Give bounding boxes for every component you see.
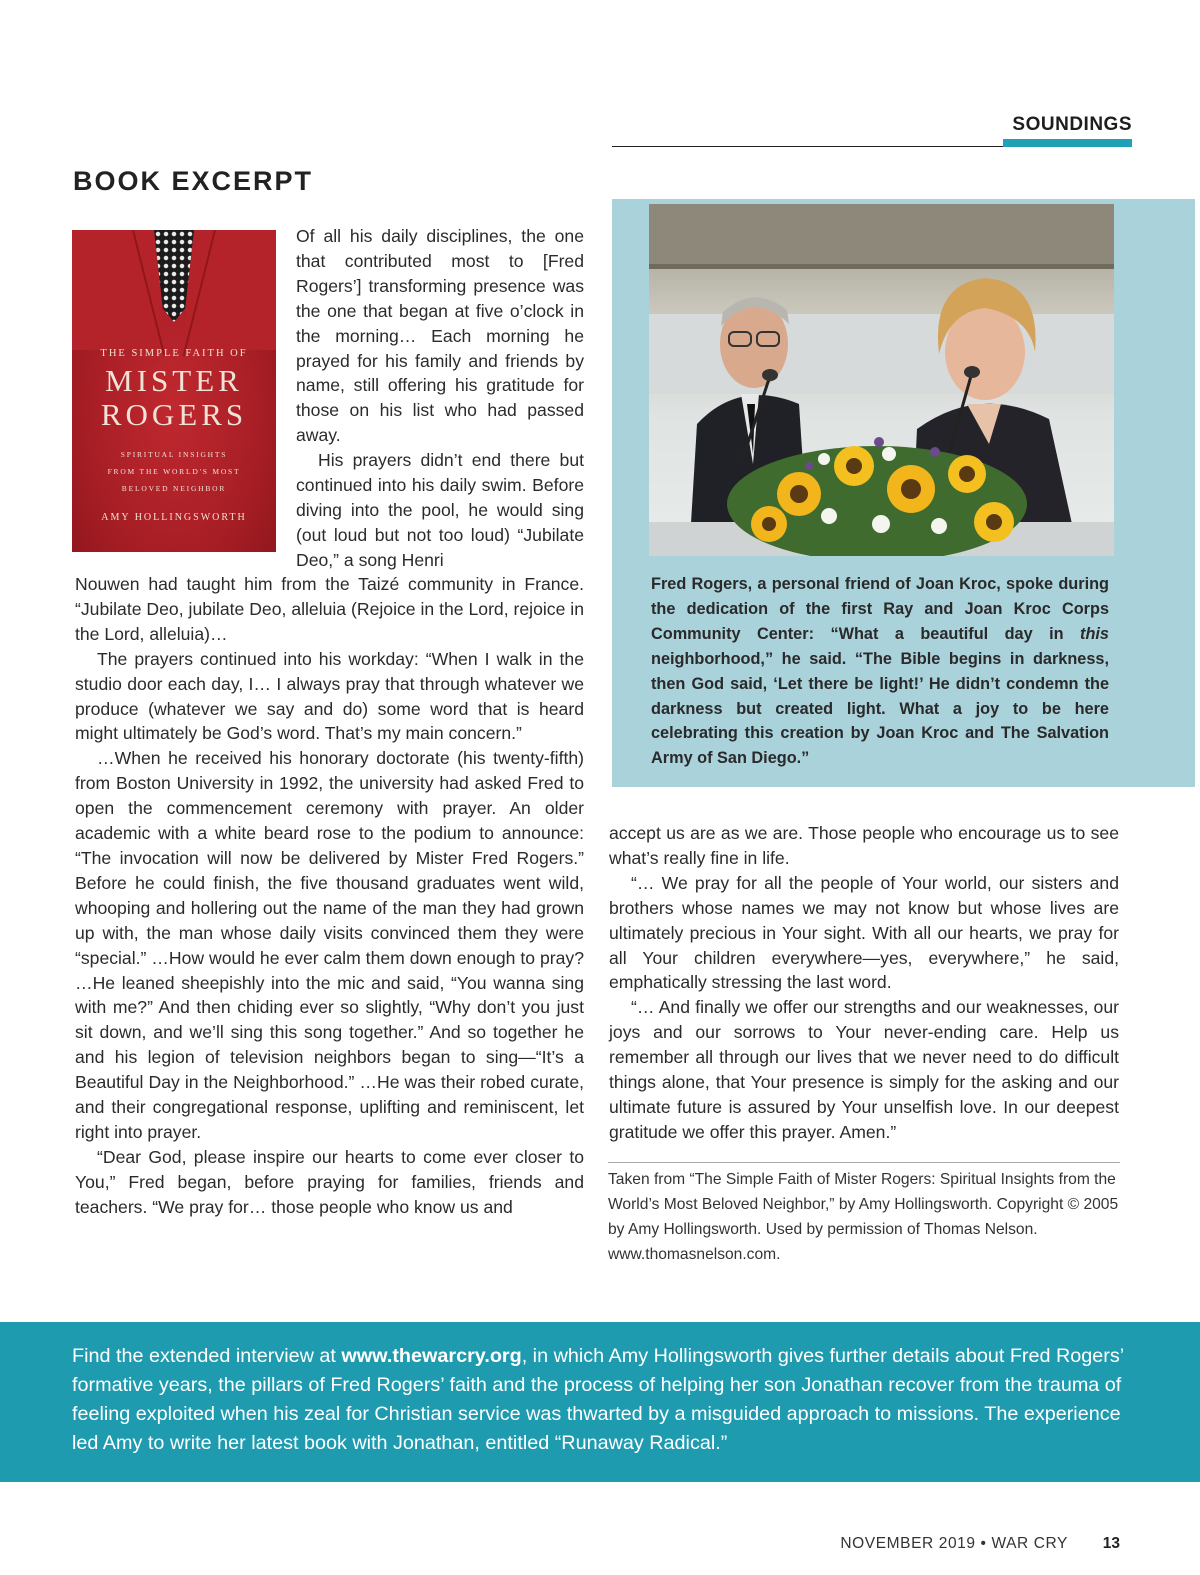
caption-part-b: neighborhood,” he said. “The Bible begins in darkness, then God said, ‘Let there be light!’ He didn’t condemn the darkness but created light. What a joy to be here celebrating this creation by Joan Kroc and The Salvation Army of San Diego.” <box>651 649 1109 768</box>
article-paragraph-5b: accept us are as we are. Those people who encourage us to see what’s really fine in life. <box>609 823 1119 868</box>
cover-title-line2: MISTER <box>105 363 243 398</box>
promo-text-b: , in which Amy Hollingsworth gives further details about Fred Rogers’ formative years, the pillars of Fred Rogers’ faith and the process of helping her son Jonathan recover from the trauma of feeling exploited when his zeal for Christian service was thwarted by a misguided approach to missions. The experience led Amy to write her latest book with Jonathan, entitled “Runaway Radical.” <box>72 1345 1124 1454</box>
kicker-heading: BOOK EXCERPT <box>73 166 314 196</box>
photo-mic-right <box>964 366 980 378</box>
purple-flower <box>805 462 813 470</box>
sunflower-center <box>986 514 1002 530</box>
footer-issue: NOVEMBER 2019 • WAR CRY <box>840 1535 1068 1552</box>
photo-mic-left <box>762 369 778 381</box>
section-label: SOUNDINGS <box>1012 114 1132 135</box>
white-flower <box>872 515 890 533</box>
credit-divider <box>608 1162 1120 1163</box>
cover-title-line1: THE SIMPLE FAITH OF <box>100 348 248 359</box>
caption-emphasis: this <box>1080 624 1109 643</box>
cover-subtitle-3: BELOVED NEIGHBOR <box>121 484 227 493</box>
white-flower <box>931 518 947 534</box>
article-paragraph-7: “… And finally we offer our strengths and our weaknesses, our joys and our sorrows to Your never-ending care. Help us remember all through our lives that we never need to do difficult things alone, that Your presence is simply for the asking and our ultimate future is assured by Your unselfish love. In our deepest gratitude we offer this prayer. Amen.” <box>609 997 1119 1142</box>
cover-title-line3: ROGERS <box>100 397 248 432</box>
article-paragraph-2a: His prayers didn’t end there but continued into his daily swim. Before diving into the pool, he would sing (out loud but not too loud) “Jubilate Deo,” a song Henri <box>296 450 584 570</box>
caption-part-a: Fred Rogers, a personal friend of Joan Kroc, spoke during the dedication of the first Ray and Joan Kroc Corps Community Center: “What a beautiful day in <box>651 575 1109 643</box>
promo-banner <box>0 1322 1200 1482</box>
purple-flower <box>874 437 884 447</box>
promo-text <box>72 1342 1124 1458</box>
photo-beam <box>649 264 1114 269</box>
cover-author: AMY HOLLINGSWORTH <box>101 512 247 523</box>
event-photo-illustration <box>649 204 1114 556</box>
article-paragraph-5: “Dear God, please inspire our hearts to come ever closer to You,” Fred began, before praying for families, friends and teachers. “We pray for… those people who know us and <box>75 1146 584 1217</box>
promo-link[interactable]: www.thewarcry.org <box>341 1345 522 1367</box>
article-column-top <box>296 224 584 573</box>
photo-caption <box>651 572 1109 771</box>
article-paragraph-1: Of all his daily disciplines, the one that contributed most to [Fred Rogers’] transforming presence was the one that began at five o’clock in the morning… Each morning he prayed for his family and friends by name, still offering his gratitude for those on his list who had passed away. <box>296 226 584 446</box>
article-paragraph-6: “… We pray for all the people of Your world, our sisters and brothers whose names we may not know but whose lives are ultimately precious in Your sight. With all our hearts, we pray for all Your children everywhere—yes, everywhere,” he said, emphatically stressing the last word. <box>609 872 1119 993</box>
purple-flower <box>930 447 940 457</box>
photo-ceiling <box>649 204 1114 264</box>
white-flower <box>821 508 837 524</box>
article-column-right <box>609 821 1119 1145</box>
sunflower-center <box>790 485 808 503</box>
sunflower-center <box>762 517 776 531</box>
cover-subtitle-1: SPIRITUAL INSIGHTS <box>120 450 228 459</box>
sunflower-center <box>959 466 975 482</box>
article-paragraph-2b: Nouwen had taught him from the Taizé community in France. “Jubilate Deo, jubilate Deo, alleluia (Rejoice in the Lord, rejoice in the Lord, alleluia)… <box>75 574 584 644</box>
excerpt-credit: Taken from “The Simple Faith of Mister Rogers: Spiritual Insights from the World’s Most Beloved Neighbor,” by Amy Hollingsworth. Copyright © 2005 by Amy Hollingsworth. Used by permission of Thomas Nelson. www.thomasnelson.com. <box>608 1171 1119 1263</box>
page-number: 13 <box>1102 1535 1120 1552</box>
promo-text-a: Find the extended interview at <box>72 1345 342 1367</box>
book-cover-image <box>72 230 276 552</box>
event-photo <box>649 204 1114 556</box>
sunflower-center <box>901 479 921 499</box>
cover-subtitle-2: FROM THE WORLD'S MOST <box>107 467 241 476</box>
article-paragraph-3: The prayers continued into his workday: “When I walk in the studio door each day, I… I always pray that through whatever we produce (whatever we say and do) some word that is heard might ultimately be God’s word. That’s my main concern.” <box>75 648 584 744</box>
photo-rink-wall <box>649 314 1114 394</box>
cover-subtitle <box>72 446 276 497</box>
sunflower-center <box>846 458 862 474</box>
white-flower <box>882 447 896 461</box>
header-accent-bar <box>1003 139 1132 147</box>
white-flower <box>818 453 830 465</box>
article-column-left <box>75 572 584 1220</box>
article-paragraph-4: …When he received his honorary doctorate (his twenty-fifth) from Boston University in 1992, the university had asked Fred to open the commencement ceremony with prayer. An older academic with a white beard rose to the podium to announce: “The invocation will now be delivered by Mister Fred Rogers.” Before he could finish, the five thousand graduates went wild, whooping and hollering out the name of the man they had grown up with, the man whose daily visits convinced them they were “special.” …How would he ever calm them down enough to pray? …He leaned sheepishly into the mic and said, “You wanna sing with me?” And then chiding ever so slightly, “Why don’t you just sit down, and we’ll sing this song together.” And so together he and his legion of television neighbors began to sing—“It’s a Beautiful Day in the Neighborhood.” …He was their robed curate, and their congregational response, uplifting and reminiscent, let right into prayer. <box>75 748 584 1142</box>
